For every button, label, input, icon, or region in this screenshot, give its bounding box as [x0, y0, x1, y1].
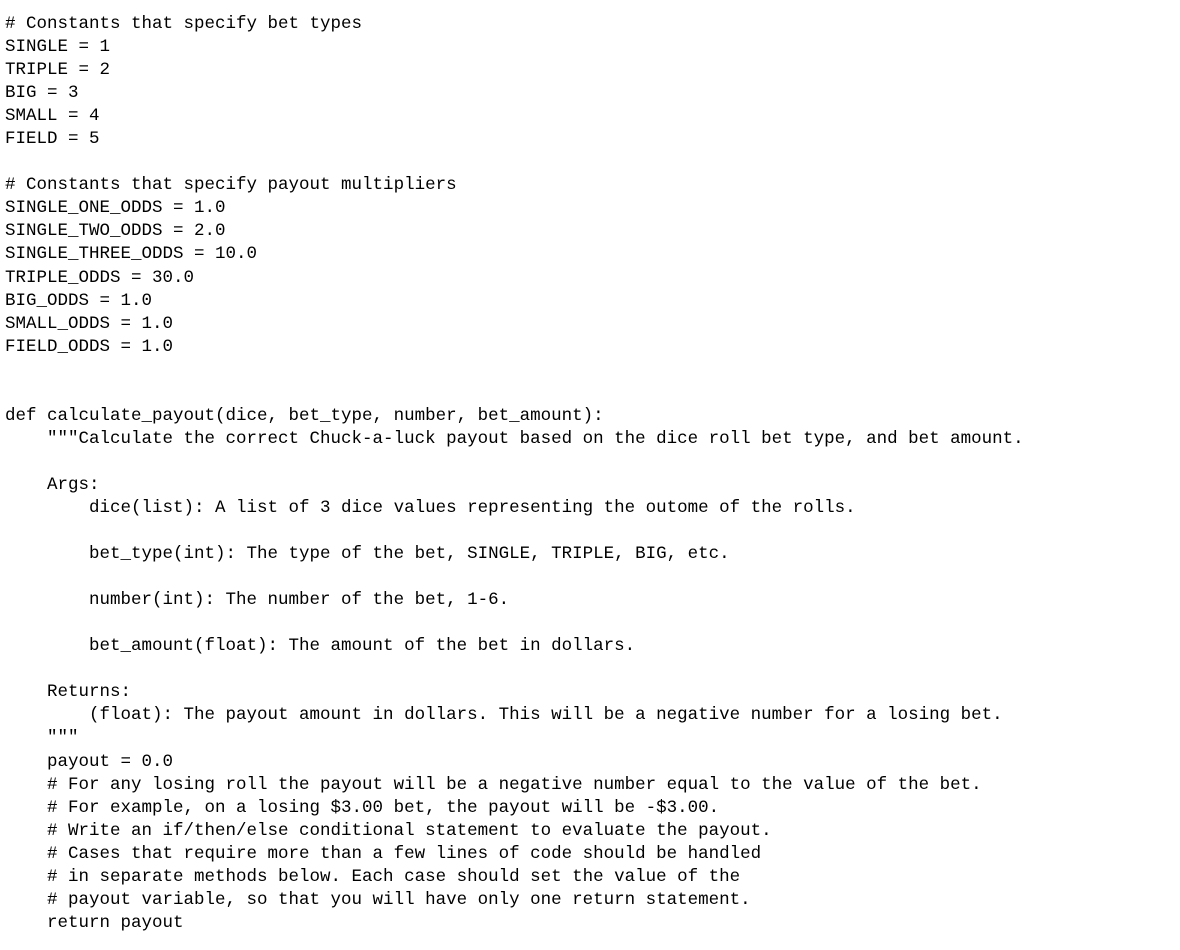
constant-triple: TRIPLE = 2 [5, 60, 111, 81]
docstring-line: Args: [5, 474, 100, 495]
docstring-line: """ [5, 728, 79, 749]
blank-line [5, 151, 1024, 174]
constant-small-odds: SMALL_ODDS = 1.0 [5, 313, 174, 334]
blank-line [5, 658, 1024, 681]
constant-field: FIELD = 5 [5, 129, 100, 150]
docstring-line: number(int): The number of the bet, 1-6. [5, 590, 510, 611]
docstring-line: Returns: [5, 682, 132, 703]
comment-line: # Constants that specify payout multipliers [5, 175, 457, 196]
blank-line [5, 566, 1024, 589]
constant-single-two-odds: SINGLE_TWO_ODDS = 2.0 [5, 221, 226, 242]
function-definition: def calculate_payout(dice, bet_type, number, bet_amount): [5, 405, 604, 426]
code-statement: return payout [5, 912, 184, 933]
code-statement: payout = 0.0 [5, 751, 174, 772]
constant-single-one-odds: SINGLE_ONE_ODDS = 1.0 [5, 198, 226, 219]
constant-small: SMALL = 4 [5, 106, 100, 127]
constant-single-three-odds: SINGLE_THREE_ODDS = 10.0 [5, 244, 258, 265]
constant-big-odds: BIG_ODDS = 1.0 [5, 290, 153, 311]
comment-line: # in separate methods below. Each case should set the value of the [5, 866, 741, 887]
blank-line [5, 612, 1024, 635]
docstring-line: bet_type(int): The type of the bet, SINGLE, TRIPLE, BIG, etc. [5, 544, 730, 565]
constant-big: BIG = 3 [5, 83, 79, 104]
comment-line: # For example, on a losing $3.00 bet, the payout will be -$3.00. [5, 797, 720, 818]
blank-line [5, 382, 1024, 405]
comment-line: # Cases that require more than a few lines of code should be handled [5, 843, 762, 864]
constant-triple-odds: TRIPLE_ODDS = 30.0 [5, 267, 195, 288]
docstring-line: dice(list): A list of 3 dice values representing the outome of the rolls. [5, 497, 856, 518]
docstring-line: (float): The payout amount in dollars. This will be a negative number for a losing bet. [5, 705, 1003, 726]
comment-line: # Write an if/then/else conditional statement to evaluate the payout. [5, 820, 772, 841]
docstring-line: bet_amount(float): The amount of the bet in dollars. [5, 636, 636, 657]
blank-line [5, 451, 1024, 474]
comment-line: # For any losing roll the payout will be a negative number equal to the value of the bet. [5, 774, 982, 795]
code-block [5, 13, 1024, 935]
constant-single: SINGLE = 1 [5, 37, 111, 58]
docstring-line: """Calculate the correct Chuck-a-luck payout based on the dice roll bet type, and bet amount. [5, 428, 1024, 449]
constant-field-odds: FIELD_ODDS = 1.0 [5, 336, 174, 357]
comment-line: # payout variable, so that you will have only one return statement. [5, 889, 751, 910]
comment-line: # Constants that specify bet types [5, 14, 363, 34]
blank-line [5, 520, 1024, 543]
blank-line [5, 359, 1024, 382]
